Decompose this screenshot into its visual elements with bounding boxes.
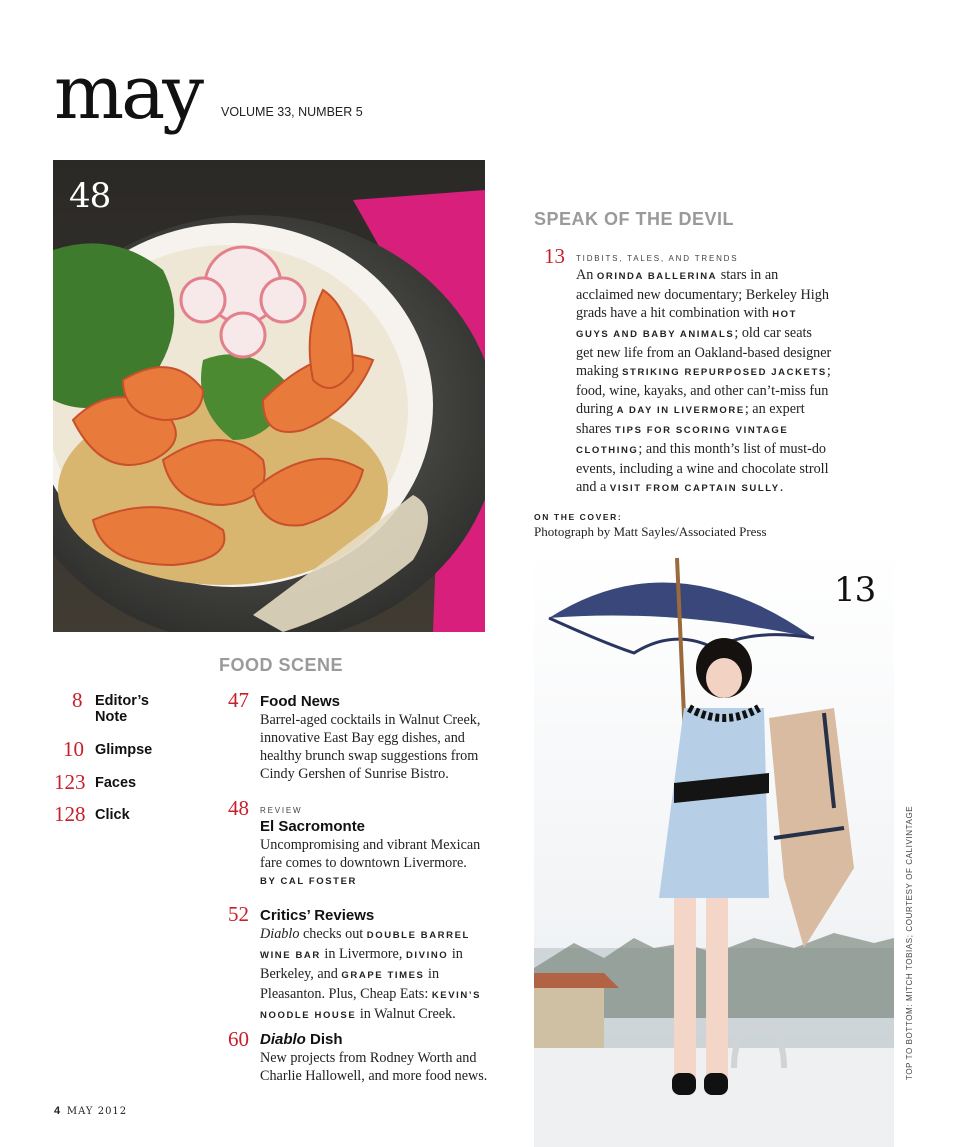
food-news-title[interactable]: Food News — [260, 693, 341, 710]
cover-credit: Photograph by Matt Sayles/Associated Press — [534, 524, 767, 539]
cover-label: ON THE COVER: — [534, 512, 623, 522]
woman-umbrella-illustration — [534, 548, 894, 1147]
dept-title-glimpse[interactable]: Glimpse — [95, 742, 153, 758]
review-title[interactable]: El Sacromonte — [260, 818, 366, 835]
shrimp-dish-illustration — [53, 160, 485, 632]
food-scene-heading: FOOD SCENE — [219, 655, 344, 675]
critics-desc: Diablo checks out DOUBLE BARREL WINE BAR in Livermore, DIVINO in Berkeley, and GRAPE TIMES in Pleasanton. Plus, Cheap Eats: KEVIN’S NOODLE HOUSE in Walnut Creek. — [260, 926, 482, 1022]
dept-page-123[interactable]: 123 — [54, 770, 86, 794]
speak-paragraph: An ORINDA BALLERINA stars in an acclaimed new documentary; Berkeley High grads have a hit combination with HOT GUYS AND BABY ANIMALS; old car seats get new life from an Oakland-based designer making STRIKING REPURPOSED JACKETS; food, wine, kayaks, and other can’t-miss fun during A DAY IN LIVERMORE; an expert shares TIPS FOR SCORING VINTAGE CLOTHING; and this month’s list of must-do events, including a wine and chocolate stroll and a VISIT FROM CAPTAIN SULLY. — [576, 267, 832, 495]
food-news-page[interactable]: 47 — [228, 688, 249, 712]
speak-heading: SPEAK OF THE DEVIL — [534, 209, 735, 229]
dish-title[interactable]: Diablo Dish — [260, 1031, 343, 1048]
dept-page-128[interactable]: 128 — [54, 802, 86, 826]
speak-page-number[interactable]: 13 — [544, 244, 565, 268]
critics-title[interactable]: Critics’ Reviews — [260, 907, 375, 924]
folio-issue: MAY 2012 — [66, 1106, 128, 1117]
dish-desc: New projects from Rodney Worth and Charlie Hallowell, and more food news. — [260, 1050, 488, 1084]
speak-kicker: TIDBITS, TALES, AND TRENDS — [576, 254, 739, 263]
food-news-desc: Barrel-aged cocktails in Walnut Creek, innovative East Bay egg dishes, and healthy brunch swap suggestions from Cindy Gershen of Sunrise Bistro. — [260, 712, 481, 782]
review-kicker: REVIEW — [260, 806, 303, 815]
photo-page-number: 48 — [69, 176, 111, 216]
critics-page[interactable]: 52 — [228, 902, 249, 926]
dept-page-10[interactable]: 10 — [63, 737, 84, 761]
folio-page: 4 — [54, 1105, 62, 1117]
dept-page-8[interactable]: 8 — [72, 688, 83, 712]
volume-number: VOLUME 33, NUMBER 5 — [221, 105, 363, 119]
dish-page[interactable]: 60 — [228, 1027, 249, 1051]
masthead-month: may — [54, 50, 202, 136]
food-photo[interactable] — [53, 160, 485, 632]
cover-page-number: 13 — [834, 570, 876, 610]
review-desc: Uncompromising and vibrant Mexican fare comes to downtown Livermore. — [260, 837, 481, 871]
review-page[interactable]: 48 — [228, 796, 249, 820]
photo-credit-vertical: TOP TO BOTTOM: MITCH TOBIAS; COURTESY OF CALIVINTAGE — [905, 805, 914, 1080]
folio — [54, 1105, 127, 1117]
cover-photo[interactable] — [534, 548, 894, 1147]
dept-title-faces[interactable]: Faces — [95, 775, 137, 791]
dept-title-click[interactable]: Click — [95, 807, 130, 823]
dept-title-editors-note[interactable]: Editor’s Note — [95, 693, 149, 725]
review-byline: BY CAL FOSTER — [260, 876, 357, 887]
